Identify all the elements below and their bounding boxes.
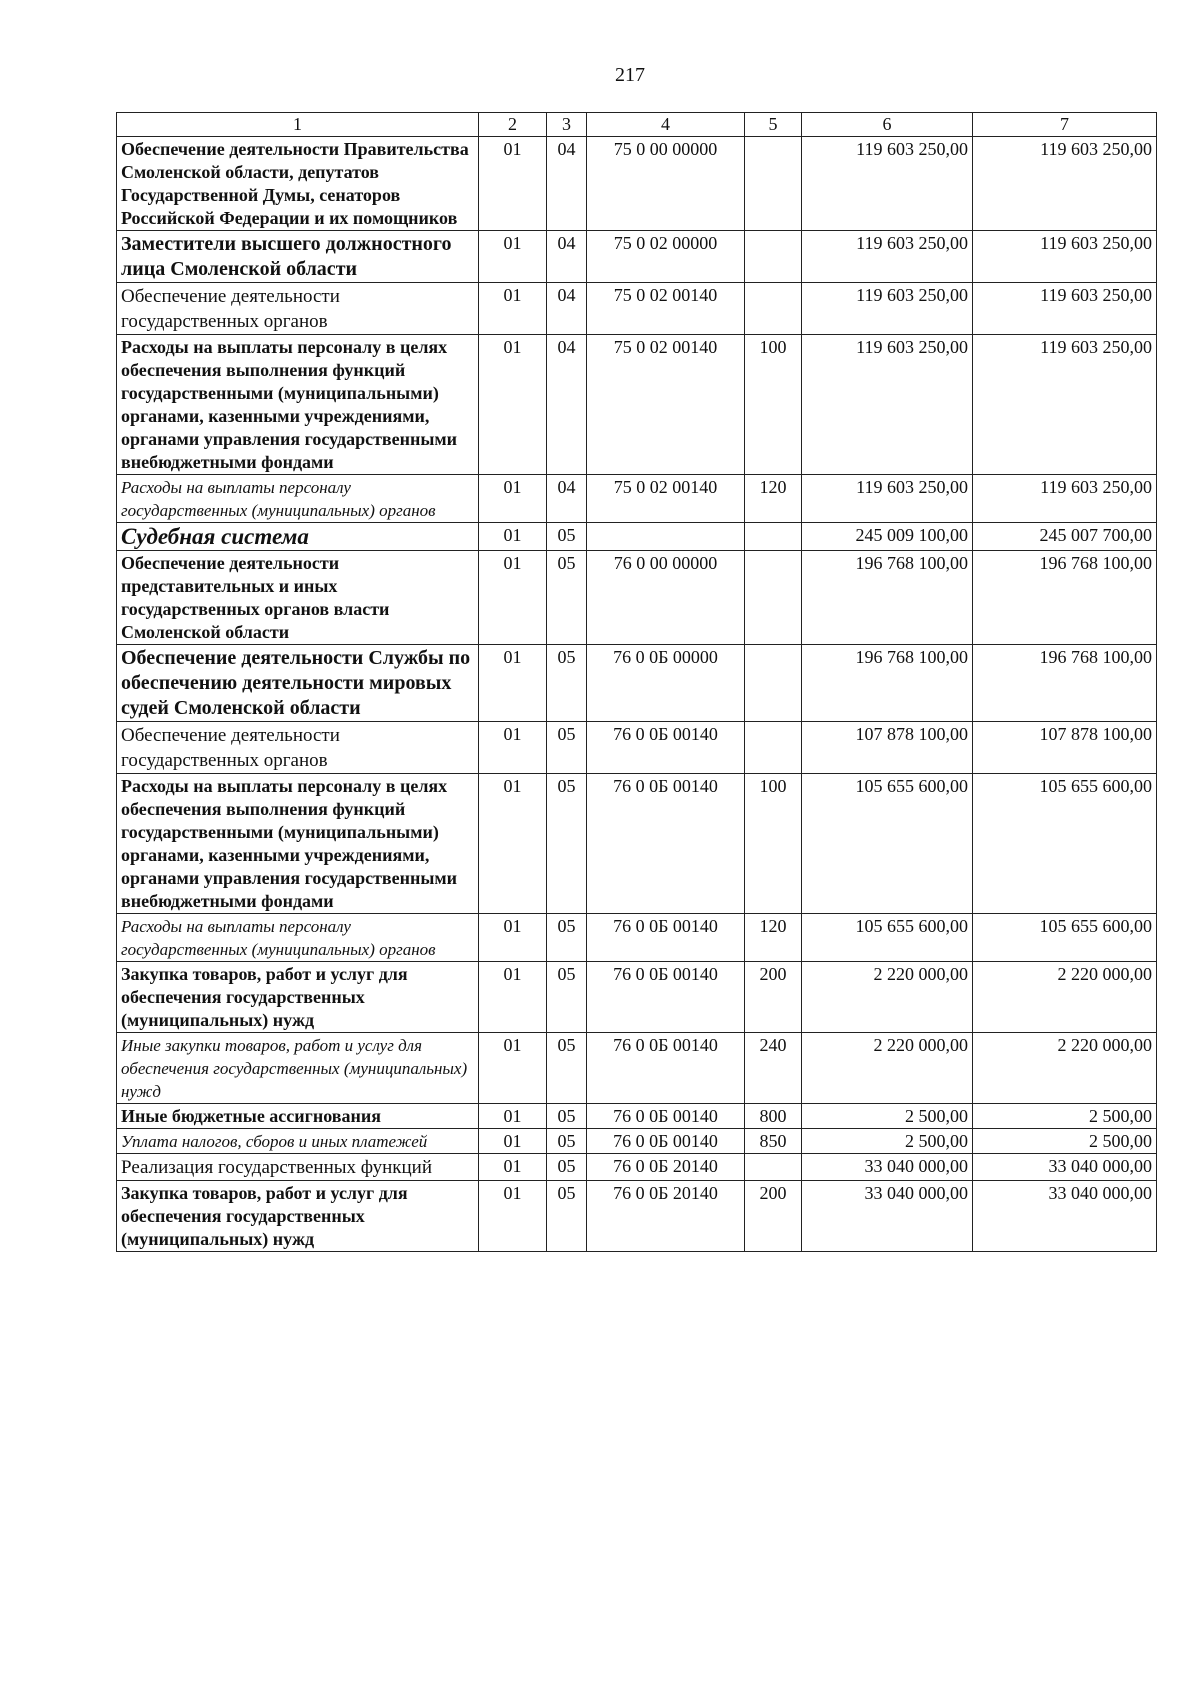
amount-year-2: 119 603 250,00 [973,283,1157,335]
table-row [117,1129,1157,1154]
expense-type-code: 240 [745,1033,802,1104]
item-name: Обеспечение деятельности представительных и иных государственных органов власти Смоленской области [117,551,479,645]
expense-type-code: 100 [745,335,802,475]
amount-year-2: 33 040 000,00 [973,1181,1157,1252]
target-article-code: 75 0 02 00000 [587,231,745,283]
amount-year-2: 2 220 000,00 [973,962,1157,1033]
amount-year-2: 245 007 700,00 [973,523,1157,551]
table-row [117,1154,1157,1181]
amount-year-2: 2 500,00 [973,1129,1157,1154]
subsection-code: 04 [547,475,587,523]
amount-year-2: 105 655 600,00 [973,914,1157,962]
section-code: 01 [479,962,547,1033]
table-row [117,137,1157,231]
amount-year-1: 33 040 000,00 [802,1181,973,1252]
table-row [117,523,1157,551]
subsection-code: 04 [547,283,587,335]
section-code: 01 [479,231,547,283]
amount-year-1: 196 768 100,00 [802,645,973,722]
subsection-code: 05 [547,722,587,774]
section-code: 01 [479,914,547,962]
target-article-code: 76 0 00 00000 [587,551,745,645]
target-article-code: 76 0 0Б 00140 [587,1129,745,1154]
amount-year-1: 119 603 250,00 [802,475,973,523]
target-article-code: 75 0 02 00140 [587,335,745,475]
target-article-code [587,523,745,551]
amount-year-2: 119 603 250,00 [973,137,1157,231]
expense-type-code [745,523,802,551]
subsection-code: 05 [547,645,587,722]
target-article-code: 76 0 0Б 00140 [587,962,745,1033]
column-header: 2 [479,113,547,137]
column-header: 7 [973,113,1157,137]
amount-year-2: 196 768 100,00 [973,645,1157,722]
amount-year-2: 119 603 250,00 [973,475,1157,523]
expense-type-code [745,137,802,231]
table-row [117,475,1157,523]
item-name: Иные бюджетные ассигнования [117,1104,479,1129]
target-article-code: 76 0 0Б 00000 [587,645,745,722]
amount-year-2: 2 220 000,00 [973,1033,1157,1104]
section-code: 01 [479,1033,547,1104]
subsection-code: 05 [547,1129,587,1154]
expense-type-code [745,283,802,335]
section-code: 01 [479,137,547,231]
item-name: Расходы на выплаты персоналу государственных (муниципальных) органов [117,914,479,962]
amount-year-2: 2 500,00 [973,1104,1157,1129]
target-article-code: 76 0 0Б 20140 [587,1181,745,1252]
target-article-code: 75 0 02 00140 [587,475,745,523]
amount-year-1: 119 603 250,00 [802,283,973,335]
amount-year-2: 33 040 000,00 [973,1154,1157,1181]
subsection-code: 05 [547,1181,587,1252]
table-row [117,551,1157,645]
header-row [117,113,1157,137]
subsection-code: 05 [547,914,587,962]
item-name: Обеспечение деятельности государственных органов [117,722,479,774]
column-header: 1 [117,113,479,137]
subsection-code: 05 [547,551,587,645]
section-code: 01 [479,283,547,335]
amount-year-1: 107 878 100,00 [802,722,973,774]
budget-table [116,112,1157,1252]
amount-year-1: 2 500,00 [802,1129,973,1154]
page-number: 217 [615,64,645,86]
subsection-code: 04 [547,137,587,231]
table-row [117,722,1157,774]
expense-type-code [745,231,802,283]
section-code: 01 [479,475,547,523]
item-name: Обеспечение деятельности государственных органов [117,283,479,335]
expense-type-code: 800 [745,1104,802,1129]
section-code: 01 [479,551,547,645]
section-code: 01 [479,523,547,551]
table-row [117,774,1157,914]
subsection-code: 05 [547,523,587,551]
amount-year-2: 119 603 250,00 [973,335,1157,475]
amount-year-1: 105 655 600,00 [802,914,973,962]
expense-type-code: 120 [745,475,802,523]
amount-year-1: 119 603 250,00 [802,335,973,475]
expense-type-code: 200 [745,1181,802,1252]
section-code: 01 [479,1129,547,1154]
expense-type-code [745,1154,802,1181]
section-code: 01 [479,645,547,722]
item-name: Уплата налогов, сборов и иных платежей [117,1129,479,1154]
table-body [117,137,1157,1252]
table-row [117,645,1157,722]
amount-year-1: 119 603 250,00 [802,231,973,283]
target-article-code: 76 0 0Б 00140 [587,1033,745,1104]
target-article-code: 76 0 0Б 00140 [587,1104,745,1129]
expense-type-code: 120 [745,914,802,962]
amount-year-2: 105 655 600,00 [973,774,1157,914]
amount-year-1: 196 768 100,00 [802,551,973,645]
table-row [117,962,1157,1033]
expense-type-code: 100 [745,774,802,914]
item-name: Реализация государственных функций [117,1154,479,1181]
amount-year-1: 2 500,00 [802,1104,973,1129]
section-code: 01 [479,1181,547,1252]
target-article-code: 76 0 0Б 20140 [587,1154,745,1181]
item-name: Обеспечение деятельности Службы по обеспечению деятельности мировых судей Смоленской области [117,645,479,722]
item-name: Закупка товаров, работ и услуг для обеспечения государственных (муниципальных) нужд [117,962,479,1033]
amount-year-1: 2 220 000,00 [802,1033,973,1104]
expense-type-code [745,722,802,774]
table-row [117,1181,1157,1252]
amount-year-1: 105 655 600,00 [802,774,973,914]
amount-year-2: 196 768 100,00 [973,551,1157,645]
target-article-code: 76 0 0Б 00140 [587,914,745,962]
column-header: 5 [745,113,802,137]
target-article-code: 76 0 0Б 00140 [587,722,745,774]
item-name: Расходы на выплаты персоналу в целях обеспечения выполнения функций государственными (муниципальными) органами, казенными учреждениями, органами управления государственными внебюджетными фондами [117,774,479,914]
item-name: Расходы на выплаты персоналу в целях обеспечения выполнения функций государственными (муниципальными) органами, казенными учреждениями, органами управления государственными внебюджетными фондами [117,335,479,475]
expense-type-code [745,645,802,722]
target-article-code: 76 0 0Б 00140 [587,774,745,914]
section-code: 01 [479,722,547,774]
item-name: Расходы на выплаты персоналу государственных (муниципальных) органов [117,475,479,523]
section-code: 01 [479,335,547,475]
section-code: 01 [479,1104,547,1129]
column-header: 6 [802,113,973,137]
amount-year-1: 2 220 000,00 [802,962,973,1033]
subsection-code: 05 [547,1104,587,1129]
target-article-code: 75 0 00 00000 [587,137,745,231]
table-row [117,1033,1157,1104]
item-name: Заместители высшего должностного лица Смоленской области [117,231,479,283]
table-row [117,231,1157,283]
section-code: 01 [479,1154,547,1181]
target-article-code: 75 0 02 00140 [587,283,745,335]
expense-type-code: 850 [745,1129,802,1154]
amount-year-2: 119 603 250,00 [973,231,1157,283]
item-name: Закупка товаров, работ и услуг для обеспечения государственных (муниципальных) нужд [117,1181,479,1252]
expense-type-code: 200 [745,962,802,1033]
subsection-code: 05 [547,774,587,914]
subsection-code: 04 [547,335,587,475]
table-row [117,1104,1157,1129]
subsection-code: 04 [547,231,587,283]
column-header: 4 [587,113,745,137]
amount-year-1: 119 603 250,00 [802,137,973,231]
amount-year-1: 33 040 000,00 [802,1154,973,1181]
section-code: 01 [479,774,547,914]
subsection-code: 05 [547,1033,587,1104]
subsection-code: 05 [547,962,587,1033]
table-row [117,914,1157,962]
column-header: 3 [547,113,587,137]
item-name: Обеспечение деятельности Правительства Смоленской области, депутатов Государственной Думы, сенаторов Российской Федерации и их помощников [117,137,479,231]
amount-year-1: 245 009 100,00 [802,523,973,551]
subsection-code: 05 [547,1154,587,1181]
table-row [117,283,1157,335]
expense-type-code [745,551,802,645]
item-name: Судебная система [117,523,479,551]
amount-year-2: 107 878 100,00 [973,722,1157,774]
item-name: Иные закупки товаров, работ и услуг для обеспечения государственных (муниципальных) нужд [117,1033,479,1104]
table-row [117,335,1157,475]
